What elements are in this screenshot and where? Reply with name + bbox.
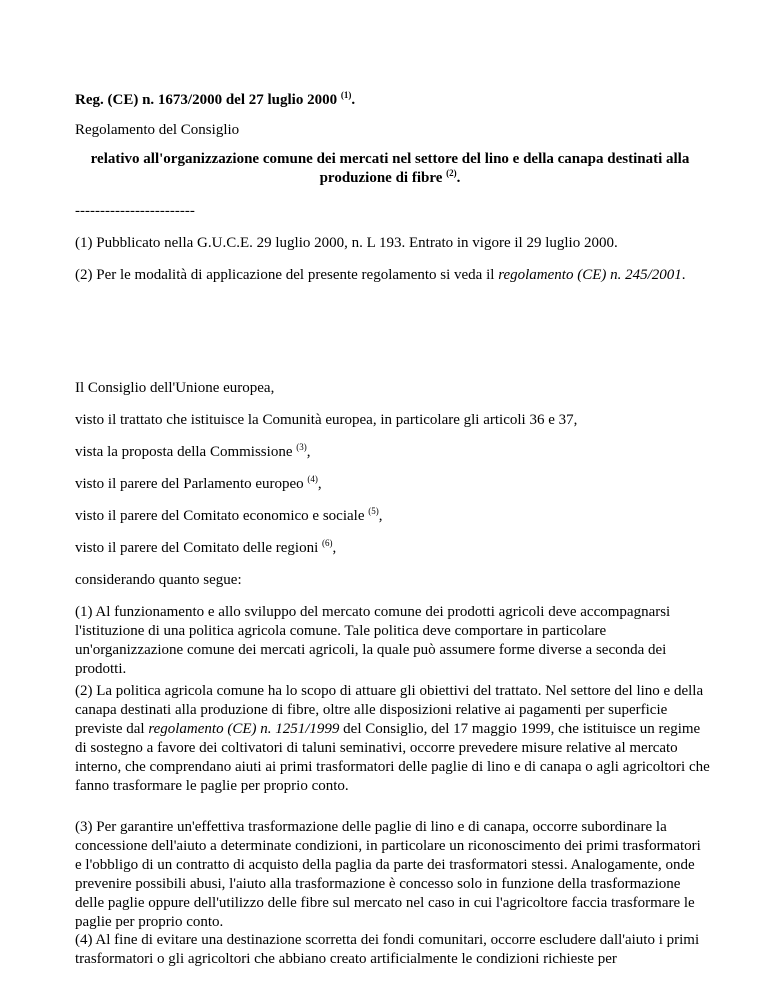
title-footnote-ref[interactable]: (1) [340, 90, 352, 100]
considerando-1: (1) Al funzionamento e allo sviluppo del mercato comune dei prodotti agricoli deve accompagnarsi l'istituzione di una politica agricola comune. Tale politica deve comportare in particolare un'organizzazione comune dei mercati agricoli, la quale può assumere forme diverse a seconda dei prodotti. [75, 604, 671, 677]
regulation-245-link[interactable]: regolamento (CE) n. 245/2001 [498, 267, 682, 283]
document-title [75, 91, 355, 110]
visto-proposta [75, 443, 310, 462]
heading-line-2 [75, 169, 705, 188]
document-heading [75, 150, 705, 188]
regulation-1251-link[interactable]: regolamento (CE) n. 1251/1999 [148, 721, 340, 737]
title-text: Reg. (CE) n. 1673/2000 del 27 luglio 2000 [75, 92, 338, 108]
visto-comitato-economico-text: visto il parere del Comitato economico e sociale [75, 508, 365, 524]
heading-end: . [456, 170, 461, 186]
separator: ------------------------ [75, 203, 195, 219]
considerando-3: (3) Per garantire un'effettiva trasformazione delle paglie di lino e di canapa, occorre subordinare la concessione dell'aiuto a determinate condizioni, in particolare un riconoscimento dei primi trasformatori e l'obbligo di un contratto di acquisto della paglia da parte dei trasformatori stessi. Analogamente, onde prevenire possibili abusi, l'aiuto alla trasformazione è concesso solo in funzione della trasformazione delle paglie oppure dell'utilizzo delle fibre sul mercato nel caso in cui l'agricoltore faccia trasformare le paglie per proprio conto. [75, 819, 701, 930]
footnote-ref-4[interactable]: (4) [307, 474, 318, 484]
visto-parlamento [75, 475, 322, 494]
heading-line-2-text: produzione di fibre [319, 170, 443, 186]
comma: , [317, 476, 322, 492]
visto-trattato: visto il trattato che istituisce la Comunità europea, in particolare gli articoli 36 e 37, [75, 412, 578, 428]
heading-line-1: relativo all'organizzazione comune dei mercati nel settore del lino e della canapa destinati alla [90, 151, 690, 167]
considerando-2-text-a: (2) La politica agricola comune ha lo scopo di attuare gli obiettivi del trattato. Nel settore del lino e della canapa destinati alla produzione di fibre, oltre alle disposizioni relative ai pagamenti per superficie previste dal [75, 683, 704, 737]
footnote-ref-6[interactable]: (6) [322, 538, 333, 548]
visto-proposta-text: vista la proposta della Commissione [75, 444, 293, 460]
comma: , [306, 444, 311, 460]
visto-comitato-regioni-text: visto il parere del Comitato delle regioni [75, 540, 319, 556]
visto-comitato-economico [75, 507, 383, 526]
footnote-ref-5[interactable]: (5) [368, 506, 379, 516]
intro-line: Il Consiglio dell'Unione europea, [75, 380, 275, 396]
footnote-ref-3[interactable]: (3) [296, 442, 307, 452]
footnote-2 [75, 266, 705, 285]
considerando-line: considerando quanto segue: [75, 572, 242, 588]
footnote-1: (1) Pubblicato nella G.U.C.E. 29 luglio 2000, n. L 193. Entrato in vigore il 29 luglio 2000. [75, 235, 618, 251]
footnote-2-text: (2) Per le modalità di applicazione del presente regolamento si veda il [75, 267, 499, 283]
considerando-2 [75, 682, 710, 796]
comma: , [378, 508, 383, 524]
considerando-4: (4) Al fine di evitare una destinazione scorretta dei fondi comunitari, occorre escludere dall'aiuto i primi trasformatori o gli agricoltori che abbiano creato artificialmente le condizioni richieste per [75, 932, 700, 967]
visto-comitato-regioni [75, 539, 336, 558]
document-subtitle: Regolamento del Consiglio [75, 122, 240, 138]
footnote-2-end: . [681, 267, 686, 283]
comma: , [332, 540, 337, 556]
title-end: . [351, 92, 356, 108]
visto-parlamento-text: visto il parere del Parlamento europeo [75, 476, 304, 492]
heading-footnote-ref[interactable]: (2) [446, 168, 457, 178]
considerando-2-text-b: del Consiglio, del 17 maggio 1999, che istituisce un regime di sostegno a favore dei coltivatori di taluni seminativi, occorre prevedere misure relative al mercato interno, che comprendano aiuti ai primi trasformatori delle paglie di lino e di canapa o agli agricoltori che fanno trasformare le paglie per proprio conto. [75, 721, 710, 794]
